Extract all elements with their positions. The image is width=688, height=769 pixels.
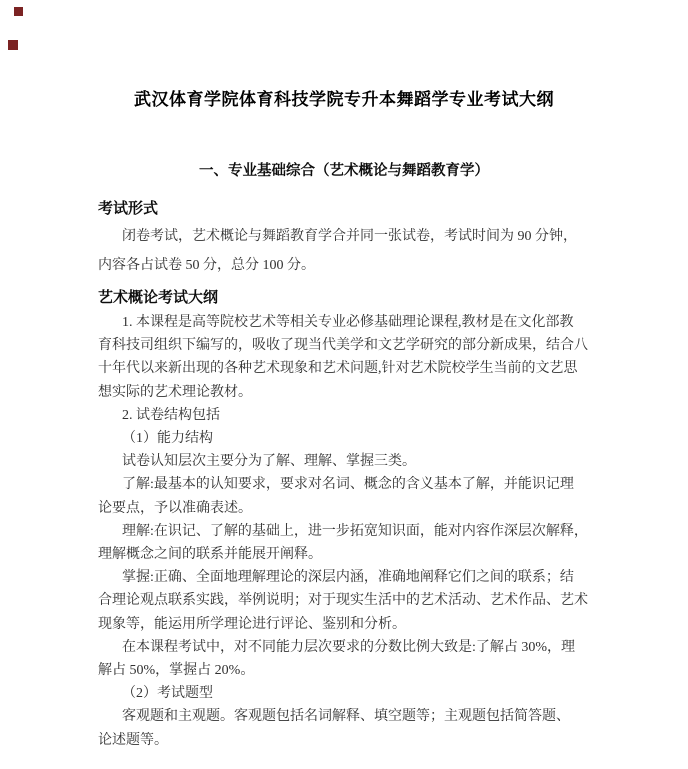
text-line: 合理论观点联系实践，举例说明；对于现实生活中的艺术活动、艺术作品、艺术 [98,593,588,609]
exam-form-label: 考试形式 [98,200,159,217]
text-line: 了解:最基本的认知要求，要求对名词、概念的含义基本了解，并能识记理 [122,477,574,493]
text-line: （2）考试题型 [122,686,213,702]
text-line: 试卷认知层次主要分为了解、理解、掌握三类。 [122,454,416,470]
text-line: （1）能力结构 [122,431,213,447]
text-line: 客观题和主观题。客观题包括名词解释、填空题等；主观题包括简答题、 [122,709,570,725]
text-line: 内容各占试卷 50 分，总分 100 分。 [98,258,315,273]
text-line: 理解概念之间的联系并能展开阐释。 [98,547,322,563]
text-line: 1. 本课程是高等院校艺术等相关专业必修基础理论课程,教材是在文化部教 [122,315,574,330]
text-line: 理解:在识记、了解的基础上，进一步拓宽知识面，能对内容作深层次解释， [122,523,588,539]
text-line: 论述题等。 [98,732,168,748]
text-line: 育科技司组织下编写的，吸收了现当代美学和文艺学研究的部分新成果，结合八 [98,338,588,354]
red-annotation-mark-bottom [8,40,18,50]
text-line: 想实际的艺术理论教材。 [98,384,252,400]
doc-title: 武汉体育学院体育科技学院专升本舞蹈学专业考试大纲 [134,90,554,109]
text-line: 十年代以来新出现的各种艺术现象和艺术问题,针对艺术院校学生当前的文艺思 [98,361,578,377]
text-line: 掌握:正确、全面地理解理论的深层内涵，准确地阐释它们之间的联系；结 [122,570,574,586]
text-line: 解占 50%，掌握占 20%。 [98,663,255,679]
text-line: 论要点，予以准确表述。 [98,500,252,516]
text-line: 现象等，能运用所学理论进行评论、鉴别和分析。 [98,616,406,632]
outline-label: 艺术概论考试大纲 [98,289,219,306]
text-line: 在本课程考试中，对不同能力层次要求的分数比例大致是:了解占 30%，理 [122,639,576,655]
text-line: 闭卷考试，艺术概论与舞蹈教育学合并同一张试卷，考试时间为 90 分钟， [122,229,577,244]
exam-form-paragraph [98,222,598,280]
outline-body [98,311,598,752]
section-heading: 一、专业基础综合（艺术概论与舞蹈教育学） [199,163,489,179]
red-annotation-mark-top [14,7,23,16]
text-line: 2. 试卷结构包括 [122,407,220,423]
